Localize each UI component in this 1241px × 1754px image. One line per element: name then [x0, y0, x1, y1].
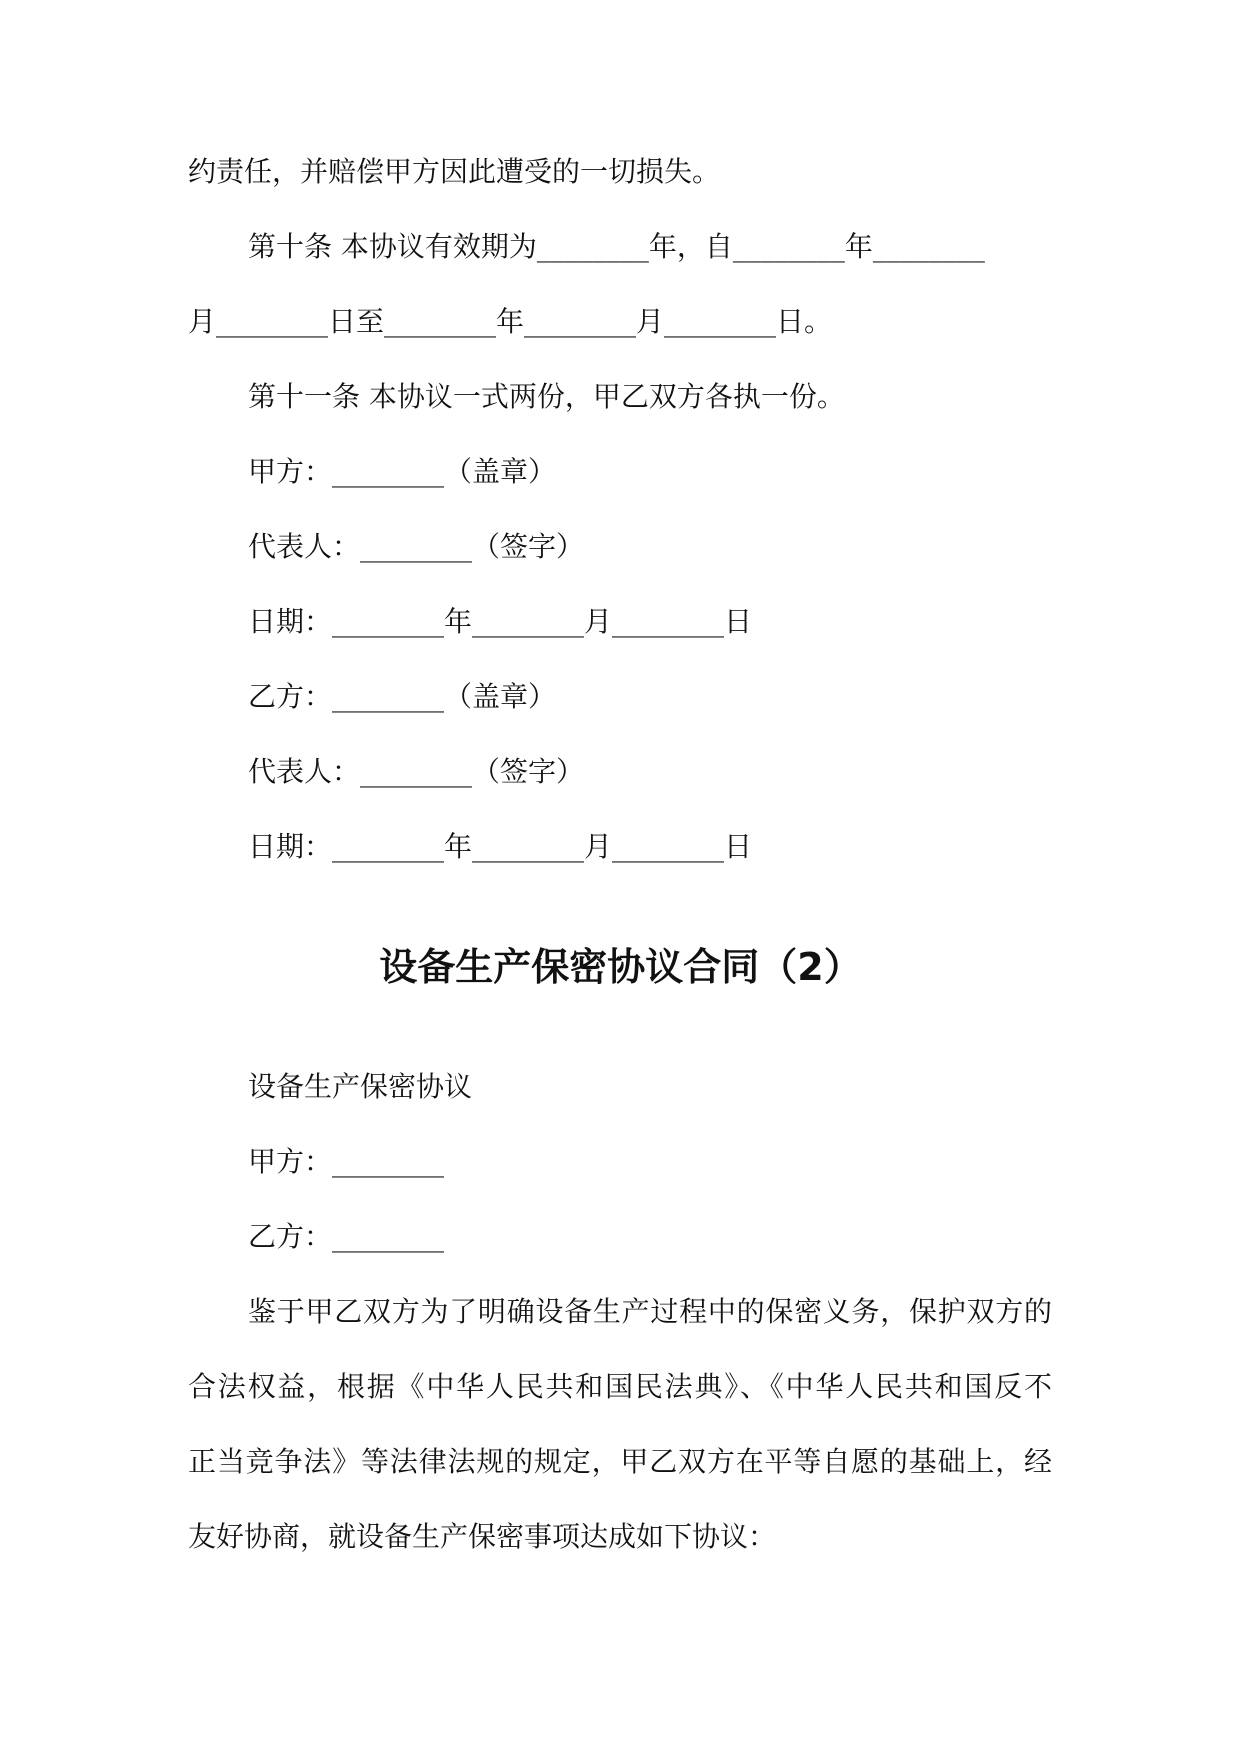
- party-b-line: 乙方：________: [248, 1220, 445, 1253]
- preamble-line-2: 合法权益，根据《中华人民共和国民法典》、《中华人民共和国反不: [188, 1370, 1052, 1403]
- preamble-line-1: 鉴于甲乙双方为了明确设备生产过程中的保密义务，保护双方的: [248, 1295, 1052, 1328]
- party-b-date-line: 日期：________年________月________日: [248, 830, 753, 863]
- document-title: 设备生产保密协议合同（2）: [379, 945, 862, 989]
- preamble-line-3: 正当竞争法》等法律法规的规定，甲乙双方在平等自愿的基础上，经: [188, 1445, 1052, 1478]
- article-11-line: 第十一条 本协议一式两份，甲乙双方各执一份。: [248, 380, 845, 413]
- party-b-seal-line: 乙方：________（盖章）: [248, 680, 557, 713]
- agreement-heading: 设备生产保密协议: [248, 1070, 473, 1103]
- party-a-representative-line: 代表人：________（签字）: [248, 530, 585, 563]
- party-b-representative-line: 代表人：________（签字）: [248, 755, 585, 788]
- party-a-seal-line: 甲方：________（盖章）: [248, 455, 557, 488]
- preamble-line-4: 友好协商，就设备生产保密事项达成如下协议：: [188, 1520, 777, 1553]
- party-a-date-line: 日期：________年________月________日: [248, 605, 753, 638]
- article-10-line-1: 第十条 本协议有效期为________年，自________年________: [248, 230, 985, 263]
- article-10-line-2: 月________日至________年________月________日。: [188, 305, 833, 338]
- paragraph-line: 约责任，并赔偿甲方因此遭受的一切损失。: [188, 155, 721, 188]
- party-a-line: 甲方：________: [248, 1145, 445, 1178]
